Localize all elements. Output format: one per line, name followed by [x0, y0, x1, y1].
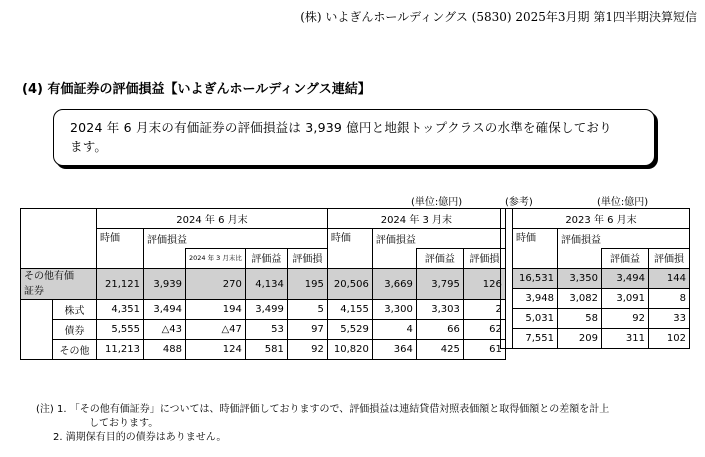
- value-cell: 5,529: [327, 320, 372, 340]
- value-cell: 3,082: [558, 289, 602, 309]
- summary-line-1: 2024 年 6 月末の有価証券の評価損益は 3,939 億円と地銀トップクラスの水準を確保しており: [70, 120, 612, 135]
- summary-line-2: ます。: [70, 139, 108, 154]
- value-cell: 62: [463, 320, 505, 340]
- vs-mar-label: 2024 年 3 月末比: [189, 254, 242, 262]
- value-cell: 66: [416, 320, 463, 340]
- col-header-jika: 時価: [97, 229, 144, 269]
- value-cell: 126: [463, 269, 505, 300]
- value-cell: 11,213: [97, 340, 144, 360]
- value-cell: 8: [649, 289, 690, 309]
- period-header-mar2024: 2024 年 3 月末: [327, 209, 505, 229]
- document-header: (株) いよぎんホールディングス (5830) 2025年3月期 第1四半期決算短信: [300, 10, 697, 24]
- value-cell: 5,031: [513, 309, 558, 329]
- col-header-hyoka-soneki: 評価損益: [144, 229, 328, 249]
- main-valuation-table: [20, 208, 506, 360]
- table-row: [21, 300, 506, 320]
- value-cell: 10,820: [327, 340, 372, 360]
- value-cell: 21,121: [97, 269, 144, 300]
- value-cell: 3,303: [416, 300, 463, 320]
- value-cell: 5,555: [97, 320, 144, 340]
- unit-label-main: (単位:億円): [411, 197, 463, 208]
- value-cell: 3,939: [144, 269, 186, 300]
- value-cell: 270: [186, 269, 246, 300]
- value-cell: 3,669: [372, 269, 416, 300]
- blank-cell: [144, 249, 186, 269]
- col-header-hyoka-soneki: 評価損益: [558, 229, 690, 249]
- value-cell: 3,795: [416, 269, 463, 300]
- value-cell: 33: [649, 309, 690, 329]
- table-row: [501, 329, 690, 349]
- col-header-loss: 評価損: [463, 249, 505, 269]
- value-cell: 194: [186, 300, 246, 320]
- blank-cell: [372, 249, 416, 269]
- value-cell: 144: [649, 269, 690, 289]
- value-cell: 3,948: [513, 289, 558, 309]
- value-cell: 488: [144, 340, 186, 360]
- footnote-1: (注) 1. 「その他有価証券」については、時価評価しておりますので、評価損益は連結貸借対照表価額と取得価額との差額を計上: [36, 404, 610, 415]
- value-cell: △47: [186, 320, 246, 340]
- ref-spacer-cell: [501, 209, 513, 349]
- unit-label-ref: (単位:億円): [597, 197, 649, 208]
- row-label: 株式: [53, 300, 97, 320]
- table-row: [501, 269, 690, 289]
- table-row: [21, 340, 506, 360]
- value-cell: 4,134: [245, 269, 287, 300]
- value-cell: 4: [372, 320, 416, 340]
- indent-cell: [21, 300, 53, 360]
- value-cell: 16,531: [513, 269, 558, 289]
- value-cell: 92: [602, 309, 649, 329]
- value-cell: 92: [287, 340, 327, 360]
- col-header-gain: 評価益: [416, 249, 463, 269]
- period-header-jun2024: 2024 年 6 月末: [97, 209, 328, 229]
- row-label: 債券: [53, 320, 97, 340]
- reference-valuation-table: [500, 208, 690, 349]
- value-cell: 4,155: [327, 300, 372, 320]
- row-label: その他: [53, 340, 97, 360]
- row-label-line-2: 証券: [24, 286, 44, 297]
- table-row: [501, 309, 690, 329]
- footnote-1-continued: しております。: [89, 418, 159, 429]
- value-cell: 124: [186, 340, 246, 360]
- period-header-jun2023: 2023 年 6 月末: [513, 209, 690, 229]
- col-header-vs-mar: [186, 249, 246, 269]
- value-cell: 425: [416, 340, 463, 360]
- value-cell: 61: [463, 340, 505, 360]
- value-cell: 102: [649, 329, 690, 349]
- reference-label: (参考): [505, 197, 533, 208]
- col-header-jika: 時価: [327, 229, 372, 269]
- value-cell: 3,494: [602, 269, 649, 289]
- table-row: [21, 269, 506, 300]
- value-cell: 2: [463, 300, 505, 320]
- value-cell: 20,506: [327, 269, 372, 300]
- value-cell: 3,091: [602, 289, 649, 309]
- value-cell: 4,351: [97, 300, 144, 320]
- value-cell: 581: [245, 340, 287, 360]
- table-row: [21, 320, 506, 340]
- value-cell: 53: [245, 320, 287, 340]
- value-cell: 3,499: [245, 300, 287, 320]
- col-header-gain: 評価益: [602, 249, 649, 269]
- col-header-loss: 評価損: [649, 249, 690, 269]
- col-header-gain: 評価益: [245, 249, 287, 269]
- summary-box: [53, 109, 655, 166]
- value-cell: △43: [144, 320, 186, 340]
- value-cell: 97: [287, 320, 327, 340]
- row-label: [21, 269, 97, 300]
- footnote-2: 2. 満期保有目的の債券はありません。: [53, 432, 227, 443]
- col-header-jika: 時価: [513, 229, 558, 269]
- value-cell: 3,300: [372, 300, 416, 320]
- blank-cell: [558, 249, 602, 269]
- value-cell: 5: [287, 300, 327, 320]
- value-cell: 3,494: [144, 300, 186, 320]
- value-cell: 209: [558, 329, 602, 349]
- value-cell: 58: [558, 309, 602, 329]
- table-row: [501, 289, 690, 309]
- section-title: (4) 有価証券の評価損益【いよぎんホールディングス連結】: [22, 82, 371, 97]
- value-cell: 364: [372, 340, 416, 360]
- value-cell: 7,551: [513, 329, 558, 349]
- footnotes: [36, 403, 609, 445]
- col-header-loss: 評価損: [287, 249, 327, 269]
- corner-cell: [21, 209, 97, 269]
- value-cell: 311: [602, 329, 649, 349]
- col-header-hyoka-soneki: 評価損益: [372, 229, 505, 249]
- value-cell: 3,350: [558, 269, 602, 289]
- row-label-line-1: その他有価: [24, 271, 74, 282]
- value-cell: 195: [287, 269, 327, 300]
